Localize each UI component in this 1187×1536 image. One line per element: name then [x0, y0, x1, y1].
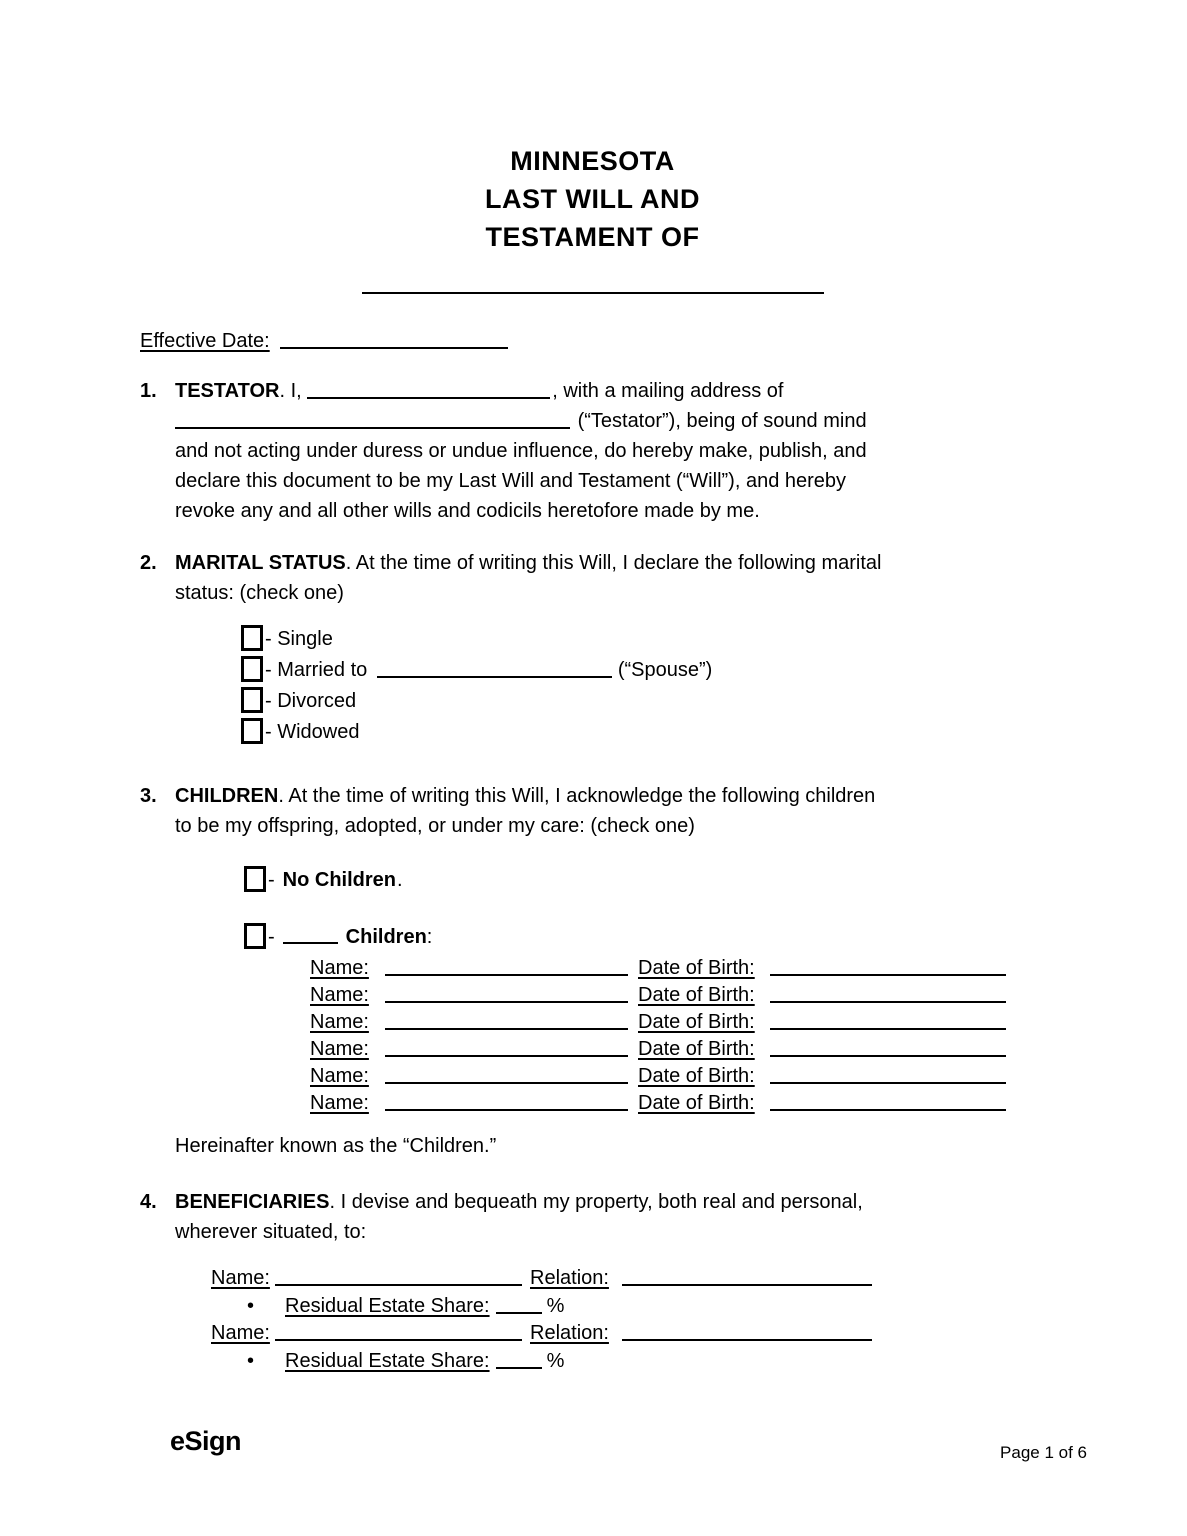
beneficiary-relation-blank[interactable] — [622, 1338, 872, 1341]
paragraph-line: to be my offspring, adopted, or under my care: (check one) — [175, 815, 695, 837]
beneficiary-relation-label: Relation: — [530, 1322, 609, 1344]
residual-share-blank[interactable] — [496, 1366, 542, 1369]
child-row-6 — [310, 1090, 1045, 1117]
child-name-blank[interactable] — [385, 1081, 628, 1084]
child-dob-label: Date of Birth: — [638, 1092, 755, 1114]
paragraph-line: revoke any and all other wills and codicils heretofore made by me. — [175, 500, 760, 522]
section-heading: BENEFICIARIES — [175, 1191, 330, 1213]
section-marital-status — [140, 548, 1045, 748]
beneficiary-row-2 — [211, 1320, 1045, 1348]
option-period: . — [397, 869, 403, 891]
child-dob-blank[interactable] — [770, 1081, 1006, 1084]
effective-date-row — [140, 326, 1045, 356]
checkbox-single[interactable] — [241, 625, 263, 651]
residual-share-blank[interactable] — [496, 1311, 542, 1314]
paragraph-text: , with a mailing address of — [552, 380, 784, 402]
esign-logo: eSign — [170, 1426, 242, 1456]
child-dob-label: Date of Birth: — [638, 984, 755, 1006]
child-name-label: Name: — [310, 1065, 369, 1087]
effective-date-blank[interactable] — [280, 346, 508, 349]
child-name-blank[interactable] — [385, 1108, 628, 1111]
beneficiary-name-label: Name: — [211, 1267, 270, 1289]
paragraph-text: . I devise and bequeath my property, both real and personal, — [329, 1191, 863, 1213]
option-divorced-label: - Divorced — [265, 690, 357, 712]
section-testator — [140, 376, 1045, 526]
section-heading: CHILDREN — [175, 785, 279, 807]
paragraph-text: . I, — [279, 380, 302, 402]
option-widowed-row — [241, 717, 1045, 748]
checkbox-divorced[interactable] — [241, 687, 263, 713]
child-dob-blank[interactable] — [770, 1108, 1006, 1111]
marital-status-options — [241, 624, 1045, 748]
title-line-1: MINNESOTA — [510, 146, 675, 176]
percent-sign: % — [546, 1349, 565, 1372]
child-name-label: Name: — [310, 1092, 369, 1114]
child-name-label: Name: — [310, 1011, 369, 1033]
option-children-label: Children — [345, 926, 427, 948]
option-no-children-row — [244, 865, 1045, 896]
section-beneficiaries — [140, 1187, 1045, 1375]
child-dob-blank[interactable] — [770, 1054, 1006, 1057]
option-widowed-label: - Widowed — [265, 721, 360, 743]
section-number: 4. — [140, 1191, 157, 1213]
children-count-blank[interactable] — [283, 941, 338, 944]
child-dob-blank[interactable] — [770, 973, 1006, 976]
checkbox-married[interactable] — [241, 656, 263, 682]
beneficiary-relation-blank[interactable] — [622, 1283, 872, 1286]
option-divorced-row — [241, 686, 1045, 717]
beneficiary-row-1 — [211, 1265, 1045, 1293]
child-row-4 — [310, 1036, 1045, 1063]
child-row-1 — [310, 955, 1045, 982]
testator-name-inline-blank[interactable] — [307, 396, 550, 399]
option-married-row — [241, 655, 1045, 686]
option-single-row — [241, 624, 1045, 655]
beneficiary-relation-label: Relation: — [530, 1267, 609, 1289]
title-line-3: TESTAMENT OF — [485, 222, 700, 252]
section-number: 1. — [140, 380, 157, 402]
residual-share-label: Residual Estate Share: — [285, 1349, 490, 1372]
children-table — [175, 955, 1045, 1117]
child-row-3 — [310, 1009, 1045, 1036]
hereinafter-note: Hereinafter known as the “Children.” — [175, 1135, 497, 1157]
beneficiary-name-blank[interactable] — [275, 1283, 522, 1286]
residual-share-label: Residual Estate Share: — [285, 1294, 490, 1317]
option-has-children-row — [244, 922, 1045, 953]
section-number: 2. — [140, 552, 157, 574]
child-name-blank[interactable] — [385, 1054, 628, 1057]
paragraph-line — [175, 781, 1045, 811]
paragraph-line — [175, 376, 1045, 406]
option-dash: - — [268, 869, 275, 891]
option-dash: - — [268, 926, 275, 948]
effective-date-label: Effective Date: — [140, 330, 270, 352]
paragraph-text: . At the time of writing this Will, I acknowledge the following children — [278, 785, 876, 807]
beneficiary-share-row-2 — [247, 1348, 1045, 1376]
child-dob-blank[interactable] — [770, 1027, 1006, 1030]
checkbox-has-children[interactable] — [244, 923, 266, 949]
paragraph-text: . At the time of writing this Will, I declare the following marital — [345, 552, 882, 574]
bullet-icon: • — [247, 1294, 255, 1317]
title-line-2: LAST WILL AND — [485, 184, 700, 214]
child-dob-blank[interactable] — [770, 1000, 1006, 1003]
paragraph-text: (“Testator”), being of sound mind — [577, 410, 867, 432]
child-dob-label: Date of Birth: — [638, 1011, 755, 1033]
child-name-blank[interactable] — [385, 1027, 628, 1030]
option-colon: : — [426, 926, 433, 948]
child-row-2 — [310, 982, 1045, 1009]
spouse-name-blank[interactable] — [377, 675, 612, 678]
section-number: 3. — [140, 785, 157, 807]
checkbox-no-children[interactable] — [244, 866, 266, 892]
child-name-label: Name: — [310, 984, 369, 1006]
mailing-address-blank[interactable] — [175, 426, 570, 429]
paragraph-line: declare this document to be my Last Will and Testament (“Will”), and hereby — [175, 470, 847, 492]
child-name-label: Name: — [310, 1038, 369, 1060]
paragraph-line — [175, 548, 1045, 578]
paragraph-line: status: (check one) — [175, 582, 344, 604]
page-number: Page 1 of 6 — [1000, 1443, 1087, 1462]
child-row-5 — [310, 1063, 1045, 1090]
document-title — [140, 142, 1045, 256]
paragraph-line — [175, 1187, 1045, 1217]
child-name-blank[interactable] — [385, 973, 628, 976]
testator-name-line-blank[interactable] — [362, 292, 824, 294]
beneficiary-share-row-1 — [247, 1293, 1045, 1321]
section-children — [140, 781, 1045, 1161]
spouse-suffix-label: (“Spouse”) — [617, 659, 713, 681]
child-name-label: Name: — [310, 957, 369, 979]
child-dob-label: Date of Birth: — [638, 957, 755, 979]
paragraph-line: wherever situated, to: — [175, 1221, 367, 1243]
paragraph-line: and not acting under duress or undue influence, do hereby make, publish, and — [175, 440, 867, 462]
paragraph-line — [175, 406, 1045, 436]
option-no-children-label: No Children — [282, 869, 397, 891]
bullet-icon: • — [247, 1349, 255, 1372]
section-heading: MARITAL STATUS — [175, 552, 346, 574]
beneficiary-name-label: Name: — [211, 1322, 270, 1344]
beneficiary-name-blank[interactable] — [275, 1338, 522, 1341]
checkbox-widowed[interactable] — [241, 718, 263, 744]
percent-sign: % — [546, 1294, 565, 1317]
section-heading: TESTATOR — [175, 380, 280, 402]
child-dob-label: Date of Birth: — [638, 1038, 755, 1060]
beneficiaries-block — [175, 1265, 1045, 1375]
child-dob-label: Date of Birth: — [638, 1065, 755, 1087]
option-married-label: - Married to — [265, 659, 368, 681]
child-name-blank[interactable] — [385, 1000, 628, 1003]
option-single-label: - Single — [265, 628, 333, 650]
